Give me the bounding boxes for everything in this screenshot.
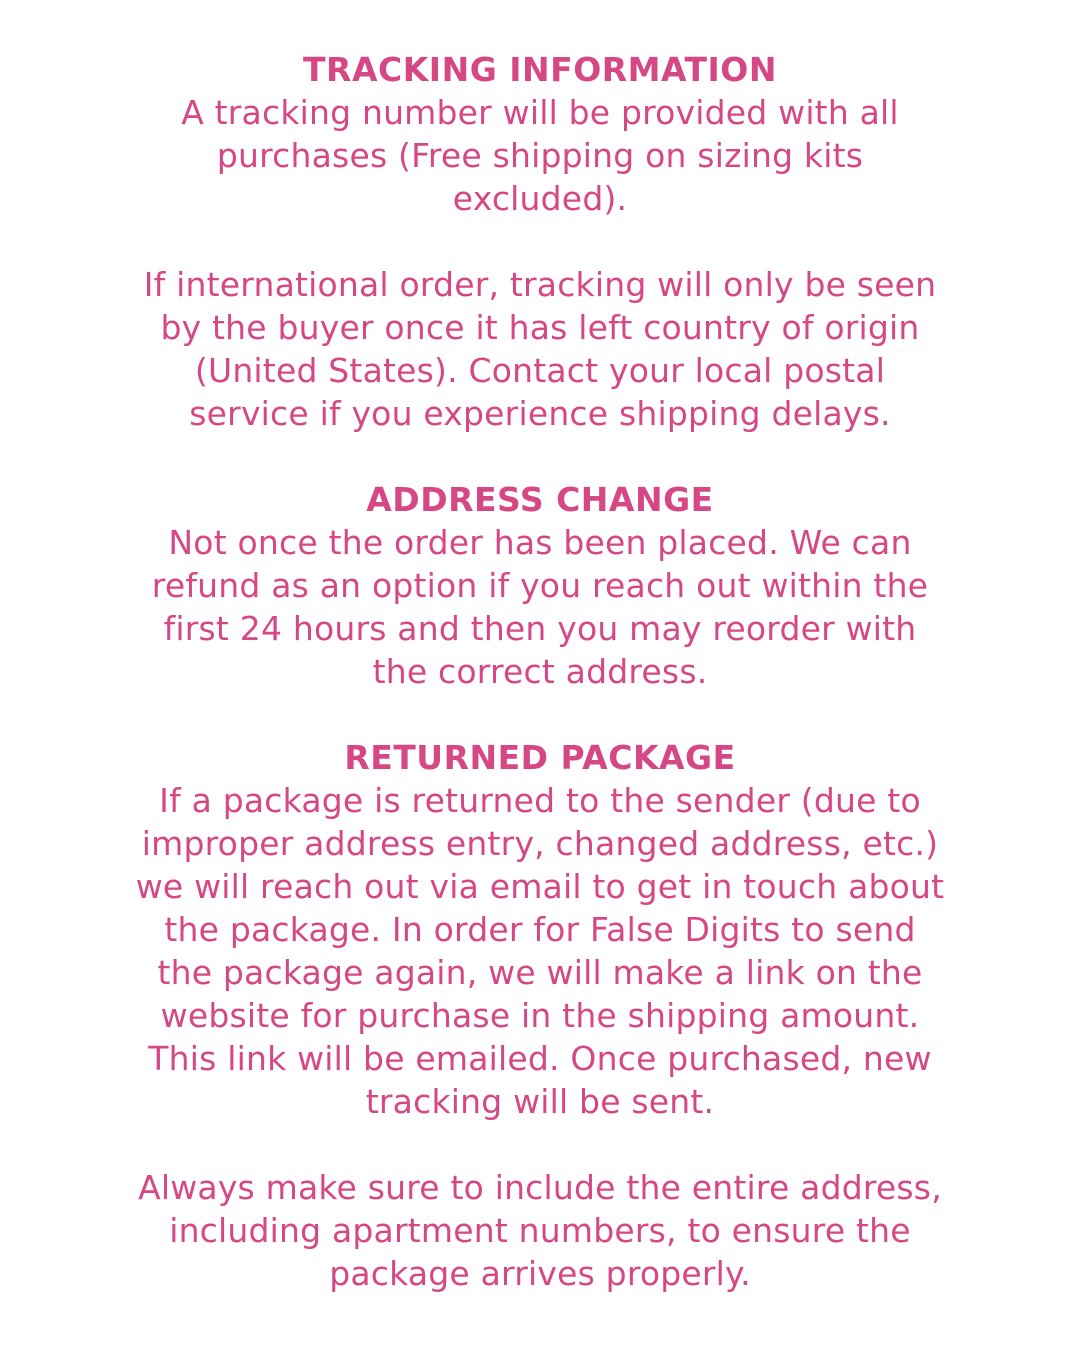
tracking-information-heading: TRACKING INFORMATION [303, 50, 777, 89]
text-line: including apartment numbers, to ensure the [169, 1211, 911, 1250]
returned-package-section [100, 736, 980, 1295]
spacer [100, 1123, 980, 1166]
text-line: the package. In order for False Digits to send [164, 910, 916, 949]
text-line: If a package is returned to the sender (due to [159, 781, 921, 820]
text-line: the package again, we will make a link on the [157, 953, 923, 992]
text-line: (United States). Contact your local postal [194, 351, 886, 390]
text-line: by the buyer once it has left country of origin [160, 308, 920, 347]
text-line: purchases (Free shipping on sizing kits [216, 136, 864, 175]
text-line: website for purchase in the shipping amount. [160, 996, 920, 1035]
text-line: A tracking number will be provided with all [181, 93, 899, 132]
text-line: we will reach out via email to get in touch about [135, 867, 945, 906]
address-change-heading: ADDRESS CHANGE [366, 480, 714, 519]
text-line: improper address entry, changed address, etc.) [141, 824, 939, 863]
tracking-paragraph-2 [100, 263, 980, 435]
text-line: excluded). [452, 179, 628, 218]
returned-package-heading: RETURNED PACKAGE [344, 738, 736, 777]
spacer [100, 435, 980, 478]
text-line: the correct address. [372, 652, 708, 691]
tracking-paragraph-1 [100, 91, 980, 220]
text-line: package arrives properly. [329, 1254, 751, 1293]
text-line: tracking will be sent. [365, 1082, 715, 1121]
address-change-paragraph [100, 521, 980, 693]
spacer [100, 220, 980, 263]
shipping-info-page [100, 48, 980, 1295]
returned-package-paragraph-1 [100, 779, 980, 1123]
address-change-section [100, 478, 980, 693]
tracking-information-section [100, 48, 980, 435]
text-line: This link will be emailed. Once purchased, new [148, 1039, 932, 1078]
text-line: Not once the order has been placed. We can [168, 523, 912, 562]
returned-package-paragraph-2 [100, 1166, 980, 1295]
text-line: first 24 hours and then you may reorder with [163, 609, 917, 648]
text-line: service if you experience shipping delays. [189, 394, 891, 433]
text-line: refund as an option if you reach out within the [151, 566, 929, 605]
spacer [100, 693, 980, 736]
text-line: Always make sure to include the entire address, [138, 1168, 942, 1207]
text-line: If international order, tracking will only be seen [143, 265, 937, 304]
